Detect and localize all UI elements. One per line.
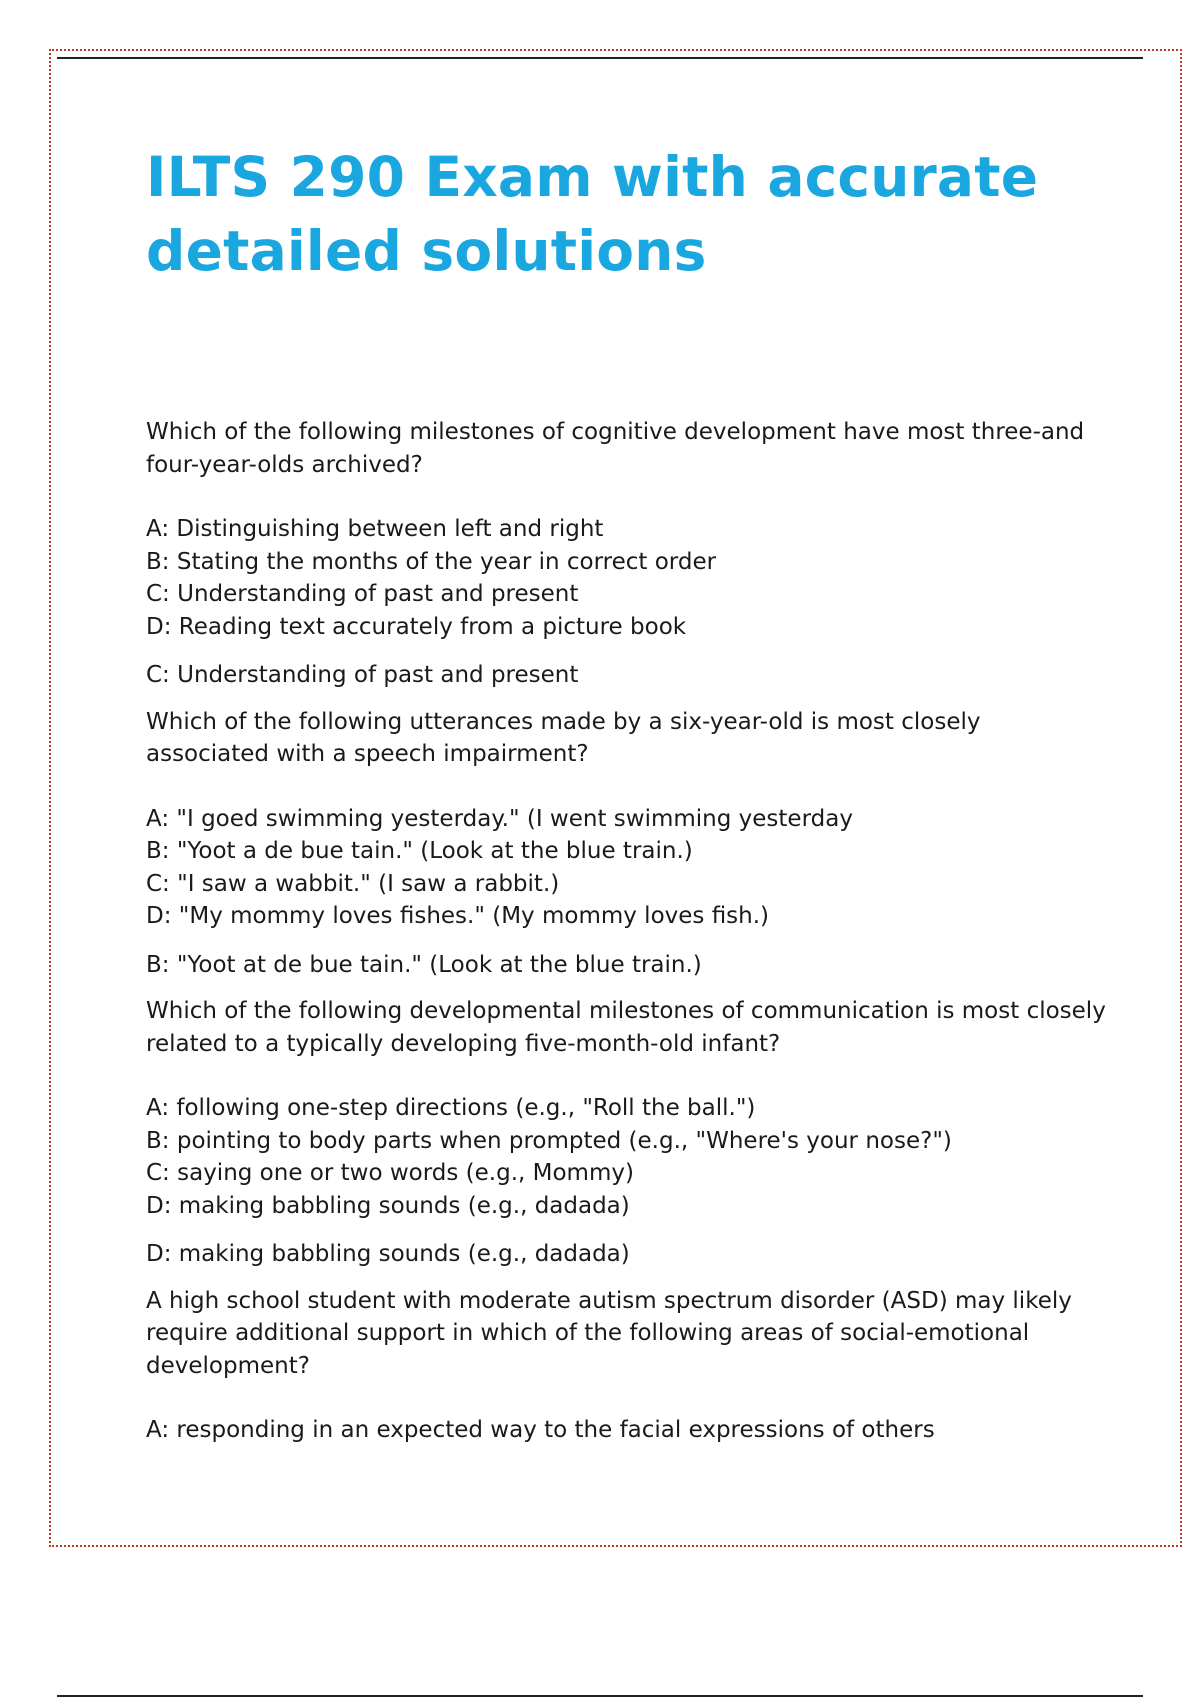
option-list (146, 1092, 1106, 1222)
answer-text: B: "Yoot at de bue tain." (Look at the blue train.) (146, 951, 702, 978)
question-text: Which of the following utterances made by a six-year-old is most closely associated with a speech impairment? (146, 708, 981, 767)
option-item: C: saying one or two words (e.g., Mommy) (146, 1160, 634, 1186)
document-title: ILTS 290 Exam with accurate detailed solutions (146, 145, 1039, 283)
top-divider (57, 57, 1143, 59)
option-item: B: "Yoot a de bue tain." (Look at the blue train.) (146, 838, 693, 864)
question-text: Which of the following developmental milestones of communication is most closely related to a typically developing five-month-old infant? (146, 998, 1106, 1057)
option-item: A: Distinguishing between left and right (146, 516, 604, 542)
question-block (146, 416, 1106, 692)
option-list (146, 803, 1106, 933)
option-item: D: making babbling sounds (e.g., dadada) (146, 1192, 630, 1219)
question-text: Which of the following milestones of cognitive development have most three-and four-year-olds archived? (146, 419, 1085, 478)
option-list (146, 1414, 1106, 1447)
option-item: D: Reading text accurately from a picture book (146, 613, 687, 640)
option-item: C: "I saw a wabbit." (I saw a rabbit.) (146, 870, 560, 897)
option-item: D: "My mommy loves fishes." (My mommy loves fish.) (146, 903, 770, 929)
question-block (146, 706, 1106, 982)
option-item: C: Understanding of past and present (146, 581, 579, 607)
option-list (146, 513, 1106, 643)
question-list (146, 416, 1106, 1447)
option-item: A: following one-step directions (e.g., "Roll the ball.") (146, 1095, 756, 1121)
answer-text: D: making babbling sounds (e.g., dadada) (146, 1241, 630, 1267)
question-text: A high school student with moderate autism spectrum disorder (ASD) may likely require additional support in which of the following areas of social-emotional development? (146, 1287, 1072, 1379)
bottom-divider (57, 1695, 1143, 1697)
question-block (146, 1285, 1106, 1447)
option-item: B: Stating the months of the year in correct order (146, 548, 717, 575)
option-item: A: responding in an expected way to the facial expressions of others (146, 1417, 935, 1443)
option-item: A: "I goed swimming yesterday." (I went swimming yesterday (146, 805, 853, 832)
document-body (146, 140, 1106, 1447)
question-block (146, 995, 1106, 1271)
option-item: B: pointing to body parts when prompted (e.g., "Where's your nose?") (146, 1127, 952, 1154)
answer-text: C: Understanding of past and present (146, 662, 579, 688)
